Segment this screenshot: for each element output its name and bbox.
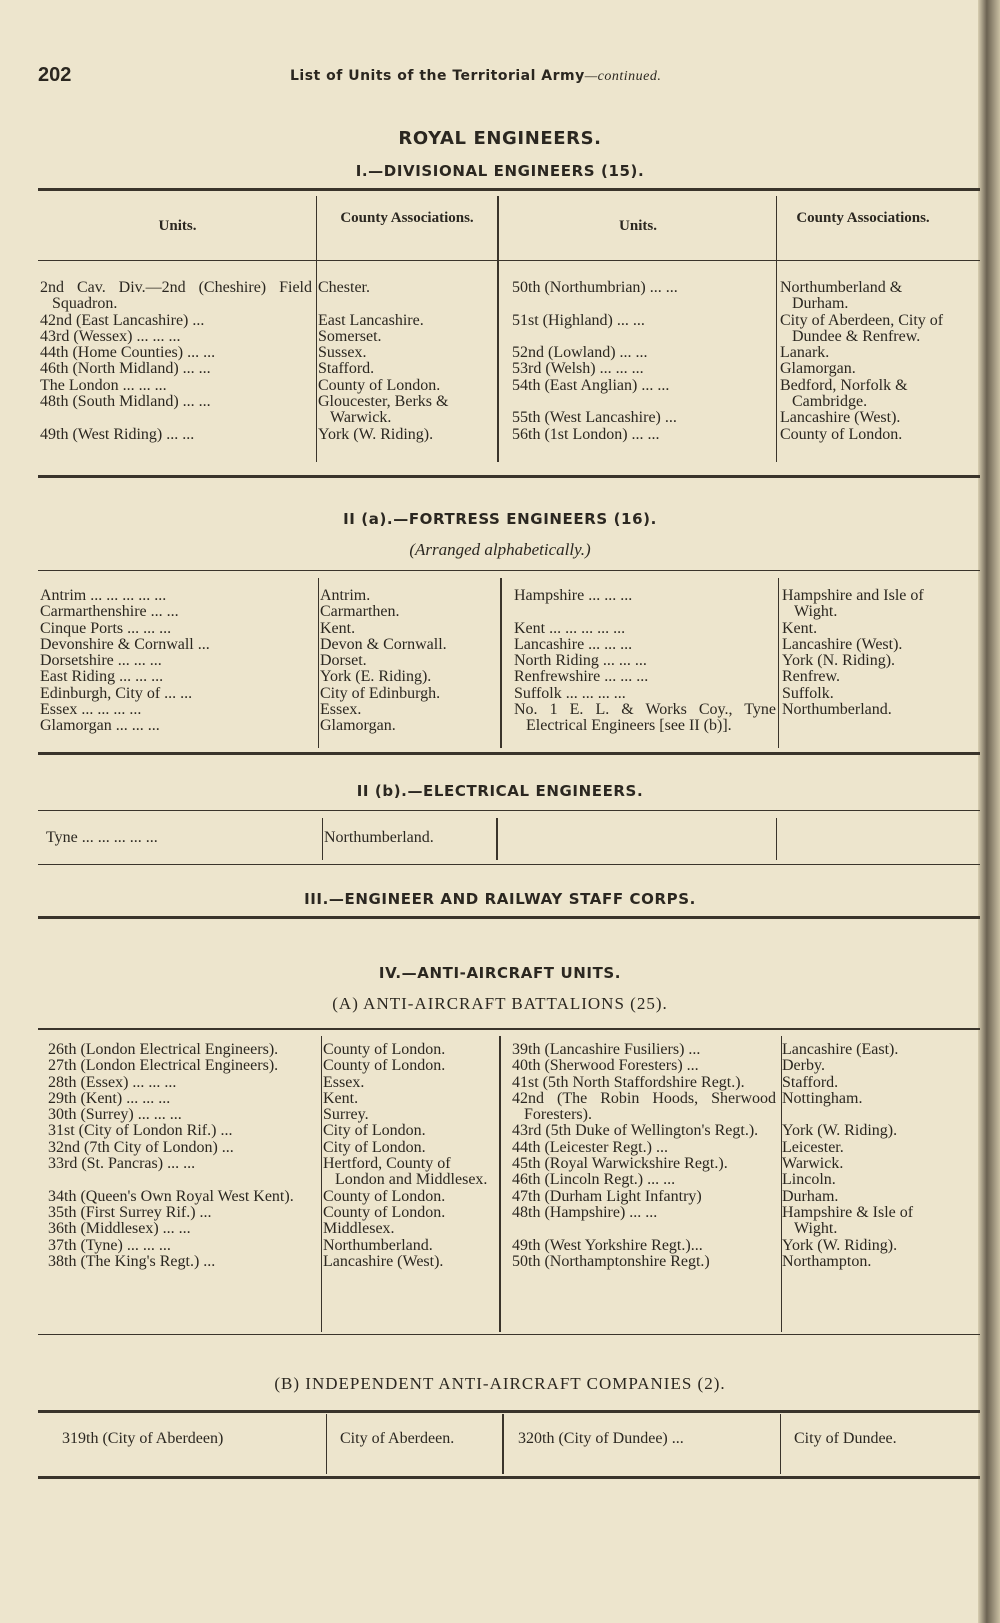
- table-cell-unit: Kent ... ... ... ... ...: [514, 619, 626, 637]
- table-cell-unit: Tyne ... ... ... ... ...: [46, 829, 158, 846]
- table-cell-unit: Devonshire & Cornwall ...: [40, 635, 210, 653]
- divider: [38, 260, 980, 261]
- table-cell-assoc: Carmarthen.: [320, 603, 400, 621]
- table-cell-unit: 46th (North Midland) ... ...: [40, 360, 211, 378]
- table-cell-unit: The London ... ... ...: [40, 376, 167, 394]
- table-cell-unit: 37th (Tyne) ... ... ...: [48, 1236, 171, 1254]
- table-cell-unit: Renfrewshire ... ... ...: [514, 668, 649, 686]
- table-cell-unit: Carmarthenshire ... ...: [40, 603, 179, 621]
- table-cell-unit: 26th (London Electrical Engineers).: [48, 1041, 279, 1058]
- table-cell-unit: 29th (Kent) ... ... ...: [48, 1089, 171, 1107]
- table-cell-assoc: Suffolk.: [782, 684, 834, 702]
- divider: [38, 864, 980, 865]
- table-cell-unit: Dorsetshire ... ... ...: [40, 652, 162, 670]
- table-cell-assoc: City of Aberdeen, City of Dundee & Renfrew.: [780, 311, 944, 345]
- table-cell-assoc: Sussex.: [318, 344, 367, 362]
- table-left: [38, 588, 498, 735]
- company-assoc: City of Aberdeen.: [340, 1430, 455, 1447]
- section-heading: IV.—ANTI-AIRCRAFT UNITS.: [378, 964, 622, 982]
- table-cell-assoc: Northumberland.: [782, 701, 892, 719]
- table-cell-assoc: York (N. Riding).: [782, 652, 896, 670]
- column-rule: [780, 1414, 781, 1474]
- table-cell-unit: 51st (Highland) ... ...: [512, 311, 645, 329]
- divider: [38, 916, 980, 919]
- table-cell-unit: 2nd Cav. Div.—2nd (Cheshire) Field Squadron.: [40, 279, 312, 313]
- table-cell-assoc: Glamorgan.: [780, 360, 856, 378]
- divider: [38, 1410, 980, 1413]
- table-cell-assoc: County of London.: [780, 425, 903, 443]
- table-cell-unit: 38th (The King's Regt.) ...: [48, 1252, 216, 1270]
- table-left: [38, 280, 498, 443]
- section-heading: I.—DIVISIONAL ENGINEERS (15).: [355, 162, 645, 180]
- table-cell-assoc: Chester.: [318, 279, 370, 296]
- table-right: [510, 280, 965, 443]
- table-cell-unit: Edinburgh, City of ... ...: [40, 684, 193, 702]
- page-title: ROYAL ENGINEERS.: [398, 128, 602, 149]
- table-cell-unit: No. 1 E. L. & Works Coy., Tyne Electrical Engineers [see II (b)].: [514, 701, 776, 735]
- table-cell-unit: 36th (Middlesex) ... ...: [48, 1220, 191, 1238]
- table-cell-assoc: Bedford, Norfolk & Cambridge.: [780, 376, 908, 411]
- table-cell-unit: 41st (5th North Staffordshire Regt.).: [512, 1073, 745, 1091]
- table-cell-assoc: Leicester.: [782, 1138, 844, 1156]
- divider: [38, 188, 980, 191]
- table-cell-unit: 43rd (Wessex) ... ... ...: [40, 327, 181, 345]
- table-cell-unit: 48th (Hampshire) ... ...: [512, 1203, 658, 1221]
- column-rule: [500, 578, 502, 748]
- table-cell-unit: 54th (East Anglian) ... ...: [512, 376, 670, 394]
- section-heading: II (b).—ELECTRICAL ENGINEERS.: [356, 782, 644, 800]
- table-cell-assoc: Northumberland.: [323, 1236, 433, 1254]
- table-cell-assoc: Kent.: [323, 1089, 359, 1107]
- table-cell-unit: North Riding ... ... ...: [514, 652, 647, 670]
- table-cell-assoc: County of London.: [323, 1187, 446, 1205]
- table-cell-assoc: City of London.: [323, 1138, 426, 1156]
- divider: [38, 475, 980, 478]
- table-right: [510, 1042, 965, 1270]
- section-heading: II (a).—FORTRESS ENGINEERS (16).: [343, 510, 657, 528]
- table-cell-assoc: Durham.: [782, 1187, 839, 1205]
- table-cell-unit: 42nd (The Robin Hoods, Sherwood Foresters).: [512, 1089, 776, 1124]
- table-cell-assoc: Essex.: [323, 1073, 365, 1091]
- table-cell-assoc: Somerset.: [318, 327, 382, 345]
- table-cell-unit: 30th (Surrey) ... ... ...: [48, 1106, 182, 1124]
- company-unit: 319th (City of Aberdeen): [62, 1430, 224, 1447]
- table-cell-assoc: Glamorgan.: [320, 717, 396, 735]
- table-cell-unit: 34th (Queen's Own Royal West Kent).: [48, 1187, 294, 1205]
- table-cell-assoc: East Lancashire.: [318, 311, 424, 329]
- table-cell-assoc: County of London.: [323, 1041, 446, 1058]
- table-cell-unit: 27th (London Electrical Engineers).: [48, 1057, 279, 1075]
- table-cell-unit: Lancashire ... ... ...: [514, 635, 633, 653]
- page-number: 202: [38, 64, 72, 86]
- column-rule: [776, 818, 777, 860]
- section-subheading: (A) ANTI-AIRCRAFT BATTALIONS (25).: [332, 994, 668, 1013]
- table-cell-unit: 42nd (East Lancashire) ...: [40, 311, 205, 329]
- table-cell-unit: 49th (West Yorkshire Regt.)...: [512, 1236, 703, 1254]
- table-cell-assoc: Lancashire (West).: [782, 635, 903, 653]
- table-cell-unit: Essex ... ... ... ...: [40, 701, 142, 719]
- table-cell-unit: 28th (Essex) ... ... ...: [48, 1073, 177, 1091]
- table-cell-assoc: Stafford.: [782, 1073, 839, 1091]
- table-cell-assoc: City of London.: [323, 1122, 426, 1140]
- table-cell-assoc: Stafford.: [318, 360, 375, 378]
- table-cell-unit: 45th (Royal Warwickshire Regt.).: [512, 1155, 728, 1173]
- table-cell-assoc: Essex.: [320, 701, 362, 719]
- section-heading: III.—ENGINEER AND RAILWAY STAFF CORPS.: [304, 890, 696, 908]
- table-cell-assoc: County of London.: [323, 1203, 446, 1221]
- table-cell-unit: 31st (City of London Rif.) ...: [48, 1122, 233, 1140]
- divider: [38, 752, 980, 755]
- table-cell-unit: 50th (Northamptonshire Regt.): [512, 1252, 710, 1270]
- table-cell-unit: 48th (South Midland) ... ...: [40, 393, 211, 411]
- table-cell-unit: Antrim ... ... ... ... ...: [40, 587, 167, 604]
- table-cell-assoc: York (E. Riding).: [320, 668, 432, 686]
- running-head-suffix: —continued.: [584, 69, 662, 84]
- table-cell-assoc: York (W. Riding).: [782, 1122, 898, 1140]
- table-cell-assoc: Lancashire (West).: [780, 409, 901, 427]
- running-head-text: List of Units of the Territorial Army: [290, 68, 585, 84]
- table-cell-assoc: Lanark.: [780, 344, 830, 362]
- table-cell-assoc: Northumberland.: [324, 829, 434, 846]
- table-cell-unit: 53rd (Welsh) ... ... ...: [512, 360, 644, 378]
- table-cell-assoc: Antrim.: [320, 587, 371, 604]
- table-cell-unit: 55th (West Lancashire) ...: [512, 409, 677, 427]
- table-cell-unit: 46th (Lincoln Regt.) ... ...: [512, 1171, 676, 1189]
- table-left: [46, 1042, 506, 1270]
- table-cell-assoc: Kent.: [320, 619, 356, 637]
- table-cell-assoc: York (W. Riding).: [782, 1236, 898, 1254]
- table-cell-assoc: Hampshire and Isle of Wight.: [782, 587, 924, 621]
- divider: [38, 1334, 980, 1335]
- table-cell-unit: 44th (Home Counties) ... ...: [40, 344, 216, 362]
- column-rule: [502, 1414, 504, 1474]
- table-cell-assoc: Nottingham.: [782, 1089, 863, 1107]
- table-cell-unit: 35th (First Surrey Rif.) ...: [48, 1203, 212, 1221]
- table-cell-unit: 39th (Lancashire Fusiliers) ...: [512, 1041, 701, 1058]
- table-cell-assoc: Kent.: [782, 619, 818, 637]
- table-cell-assoc: Hertford, County of London and Middlesex.: [323, 1155, 488, 1189]
- table-cell-assoc: Surrey.: [323, 1106, 369, 1124]
- table-cell-assoc: Warwick.: [782, 1155, 844, 1173]
- table-cell-unit: 32nd (7th City of London) ...: [48, 1138, 234, 1156]
- table-cell-assoc: Hampshire & Isle of Wight.: [782, 1203, 914, 1238]
- col-header-assoc: County Associations.: [340, 210, 474, 226]
- table-cell-assoc: Renfrew.: [782, 668, 841, 686]
- table-cell-unit: 40th (Sherwood Foresters) ...: [512, 1057, 699, 1075]
- table-cell-unit: Suffolk ... ... ... ...: [514, 684, 626, 702]
- table-cell-unit: 44th (Leicester Regt.) ...: [512, 1138, 668, 1156]
- table-cell-assoc: County of London.: [323, 1057, 446, 1075]
- table-cell-unit: Cinque Ports ... ... ...: [40, 619, 172, 637]
- table-cell-unit: Glamorgan ... ... ...: [40, 717, 160, 735]
- table-cell-assoc: Derby.: [782, 1057, 825, 1075]
- table-cell-assoc: Lincoln.: [782, 1171, 836, 1189]
- divider: [38, 1028, 980, 1030]
- divider: [38, 1476, 980, 1479]
- company-assoc: City of Dundee.: [794, 1430, 897, 1447]
- table-cell-assoc: York (W. Riding).: [318, 425, 434, 443]
- column-rule: [326, 1414, 327, 1474]
- running-head: [290, 68, 661, 85]
- table-cell-unit: 47th (Durham Light Infantry): [512, 1187, 702, 1205]
- col-header-units: Units.: [158, 218, 197, 234]
- section-subheading: (B) INDEPENDENT ANTI-AIRCRAFT COMPANIES (2).: [274, 1374, 726, 1393]
- table-electrical: [44, 830, 504, 846]
- table-cell-unit: 43rd (5th Duke of Wellington's Regt.).: [512, 1122, 759, 1140]
- table-cell-assoc: Dorset.: [320, 652, 367, 670]
- table-cell-assoc: Lancashire (East).: [782, 1041, 899, 1058]
- col-header-units: Units.: [619, 218, 657, 234]
- table-cell-assoc: Devon & Cornwall.: [320, 635, 447, 653]
- table-right: [512, 588, 967, 735]
- table-cell-assoc: Middlesex.: [323, 1220, 395, 1238]
- table-cell-unit: 52nd (Lowland) ... ...: [512, 344, 648, 362]
- section-note: (Arranged alphabetically.): [409, 540, 591, 559]
- table-cell-assoc: Lancashire (West).: [323, 1252, 444, 1270]
- table-cell-unit: 33rd (St. Pancras) ... ...: [48, 1155, 196, 1173]
- table-cell-unit: 49th (West Riding) ... ...: [40, 425, 195, 443]
- table-cell-unit: East Riding ... ... ...: [40, 668, 164, 686]
- company-unit: 320th (City of Dundee) ...: [518, 1430, 684, 1447]
- divider: [38, 570, 980, 571]
- table-cell-assoc: Gloucester, Berks & Warwick.: [318, 393, 449, 427]
- table-cell-unit: 50th (Northumbrian) ... ...: [512, 279, 678, 296]
- col-header-assoc: County Associations.: [796, 210, 930, 226]
- table-cell-unit: Hampshire ... ... ...: [514, 587, 633, 604]
- table-cell-assoc: Northumberland & Durham.: [780, 279, 903, 313]
- table-cell-assoc: County of London.: [318, 376, 441, 394]
- table-cell-unit: 56th (1st London) ... ...: [512, 425, 660, 443]
- table-cell-assoc: Northampton.: [782, 1252, 872, 1270]
- divider: [38, 810, 980, 811]
- table-cell-assoc: City of Edinburgh.: [320, 684, 441, 702]
